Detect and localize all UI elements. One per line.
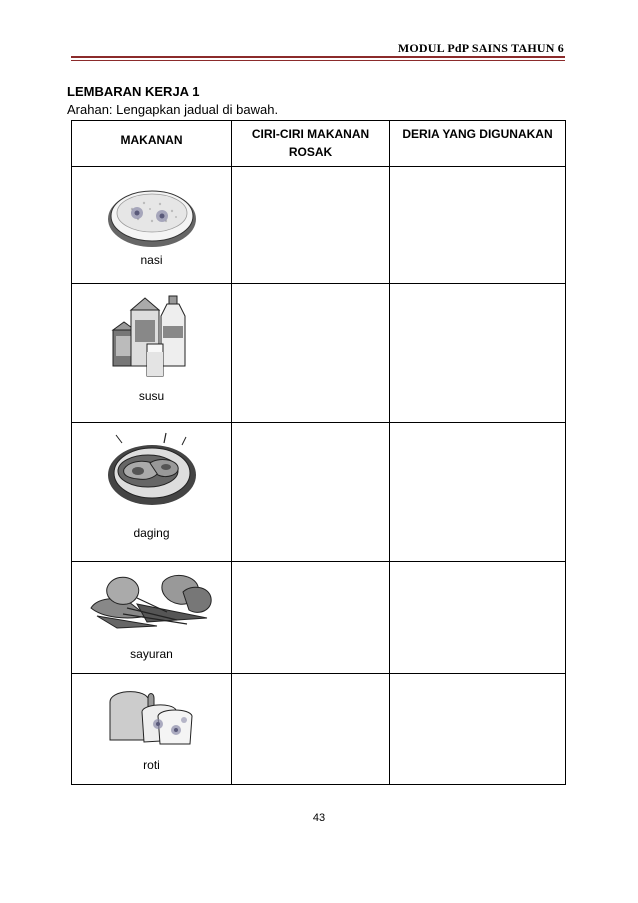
table-row <box>72 167 566 284</box>
bread-icon <box>102 682 202 748</box>
food-label: nasi <box>140 253 163 267</box>
worksheet-title: LEMBARAN KERJA 1 <box>67 84 200 99</box>
column-header-ciri-ciri: CIRI-CIRI MAKANAN ROSAK <box>232 121 390 167</box>
food-label: susu <box>138 389 165 403</box>
column-header-deria: DERIA YANG DIGUNAKAN <box>390 121 566 167</box>
vegetables-icon <box>87 568 217 632</box>
table-row <box>72 674 566 785</box>
table-header-row <box>72 121 566 167</box>
page-number: 43 <box>312 812 326 824</box>
table-row <box>72 423 566 562</box>
meat-plate-icon <box>102 429 202 509</box>
answer-cell-ciri[interactable] <box>232 674 390 785</box>
worksheet-table <box>71 120 566 785</box>
answer-cell-ciri[interactable] <box>232 167 390 284</box>
food-label: sayuran <box>130 647 173 661</box>
answer-cell-deria[interactable] <box>390 674 566 785</box>
answer-cell-deria[interactable] <box>390 167 566 284</box>
milk-icon <box>107 292 197 382</box>
food-label: roti <box>143 758 160 772</box>
food-cell-sayuran <box>72 562 232 674</box>
answer-cell-ciri[interactable] <box>232 562 390 674</box>
food-label: daging <box>133 526 170 540</box>
column-header-makanan: MAKANAN <box>72 121 232 167</box>
header-rule <box>71 56 565 58</box>
header-rule-thin <box>71 60 565 61</box>
table-row <box>72 562 566 674</box>
food-cell-nasi <box>72 167 232 284</box>
food-cell-susu <box>72 284 232 423</box>
worksheet-instruction: Arahan: Lengapkan jadual di bawah. <box>67 102 279 117</box>
answer-cell-deria[interactable] <box>390 284 566 423</box>
answer-cell-ciri[interactable] <box>232 423 390 562</box>
food-cell-roti <box>72 674 232 785</box>
table-row <box>72 284 566 423</box>
answer-cell-deria[interactable] <box>390 423 566 562</box>
food-cell-daging <box>72 423 232 562</box>
answer-cell-ciri[interactable] <box>232 284 390 423</box>
rice-plate-icon <box>102 173 202 253</box>
header-title: MODUL PdP SAINS TAHUN 6 <box>397 41 564 55</box>
answer-cell-deria[interactable] <box>390 562 566 674</box>
